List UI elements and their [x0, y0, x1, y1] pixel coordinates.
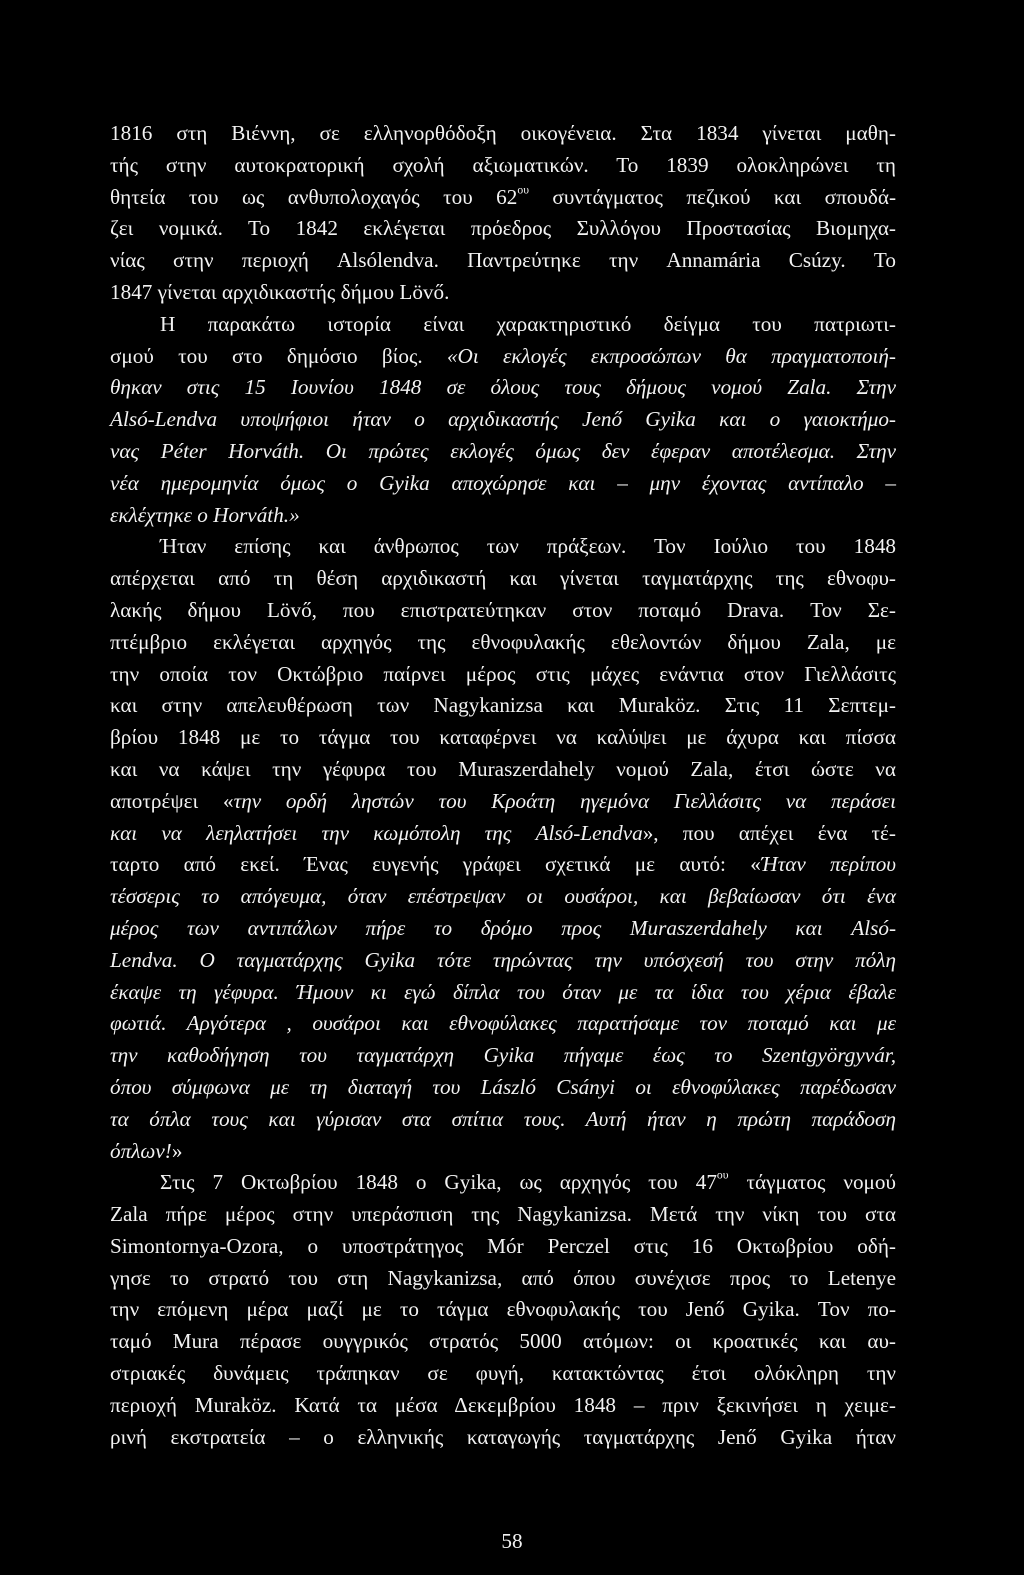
text-line: Η παρακάτω ιστορία είναι χαρακτηριστικό δείγμα του πατριωτι- — [160, 311, 896, 336]
text-line: και να κάψει την γέφυρα του Muraszerdahely νομού Zala, έτσι ώστε να — [110, 756, 896, 781]
text-line: βρίου 1848 με το τάγμα του καταφέρνει να καλύψει με άχυρα και πίσσα — [110, 725, 896, 750]
text-line: φωτιά. Αργότερα , ουσάροι και εθνοφύλακες παρατήσαμε τον ποταμό και με — [110, 1011, 896, 1036]
paragraph — [110, 1167, 896, 1453]
text-line: θηκαν στις 15 Ιουνίου 1848 σε όλους τους δήμους νομού Zala. Στην — [110, 375, 896, 400]
ordinal-superscript: ου — [716, 1168, 729, 1182]
paragraph — [110, 531, 896, 1167]
text-line: ρινή εκστρατεία – ο ελληνικής καταγωγής ταγματάρχης Jenő Gyika ήταν — [110, 1424, 896, 1449]
text-line: έκαψε τη γέφυρα. Ήμουν κι εγώ δίπλα του όταν με τα ίδια του χέρια έβαλε — [110, 979, 896, 1004]
text-line: νίας στην περιοχή Alsólendva. Παντρεύτηκε την Annamária Csúzy. Το — [110, 248, 896, 273]
text-line: απέρχεται από τη θέση αρχιδικαστή και γίνεται ταγματάρχης της εθνοφυ- — [110, 566, 896, 591]
text-line: αποτρέψει «την ορδή ληστών του Κροάτη ηγεμόνα Γιελλάσιτς να περάσει — [110, 788, 896, 813]
text-line: Zala πήρε μέρος στην υπεράσπιση της Nagykanizsa. Μετά την νίκη του στα — [110, 1202, 896, 1227]
text-line: όπλων!» — [110, 1138, 183, 1163]
text-line: σμού του στο δημόσιο βίος. «Οι εκλογές εκπροσώπων θα πραγματοποιή- — [110, 343, 896, 368]
page-body — [110, 118, 896, 1453]
text-line: ταρτο από εκεί. Ένας ευγενής γράφει σχετικά με αυτό: «Ήταν περίπου — [110, 852, 897, 877]
text-line: Lendva. Ο ταγματάρχης Gyika τότε τηρώντας την υπόσχεσή του στην πόλη — [110, 947, 896, 972]
text-line: και στην απελευθέρωση των Nagykanizsa και Muraköz. Στις 11 Σεπτεμ- — [110, 693, 896, 718]
text-line: Στις 7 Οκτωβρίου 1848 ο Gyika, ως αρχηγός του $47^{o\upsilon}$ τάγματος νομού — [160, 1168, 896, 1195]
text-line: λακής δήμου Lövő, που επιστρατεύτηκαν στον ποταμό Drava. Τον Σε- — [110, 597, 896, 622]
text-line: μέρος των αντιπάλων πήρε το δρόμο προς Muraszerdahely και Alsó- — [110, 915, 896, 940]
text-line: και να λεηλατήσει την κωμόπολη της Alsó-Lendva», που απέχει ένα τέ- — [110, 820, 896, 845]
text-line: την οποία τον Οκτώβριο παίρνει μέρος στις μάχες ενάντια στον Γιελλάσιτς — [110, 661, 896, 686]
text-line: ζει νομικά. Το 1842 εκλέγεται πρόεδρος Συλλόγου Προστασίας Βιομηχα- — [110, 216, 896, 241]
text-line: νέα ημερομηνία όμως ο Gyika αποχώρησε και – μην έχοντας αντίπαλο – — [110, 470, 896, 495]
paragraph — [110, 118, 896, 309]
paragraph — [110, 309, 896, 532]
text-line: πτέμβριο εκλέγεται αρχηγός της εθνοφυλακής εθελοντών δήμου Zala, με — [110, 629, 896, 654]
text-line: γησε το στρατό του στη Nagykanizsa, από όπου συνέχισε προς το Letenye — [110, 1265, 896, 1290]
text-line: όπου σύμφωνα με τη διαταγή του László Csányi οι εθνοφύλακες παρέδωσαν — [110, 1074, 896, 1099]
page-number: 58 — [501, 1529, 523, 1553]
text-line: Simontornya-Ozora, ο υποστράτηγος Mór Perczel στις 16 Οκτωβρίου οδή- — [110, 1233, 896, 1258]
text-line: την επόμενη μέρα μαζί με το τάγμα εθνοφυλακής του Jenő Gyika. Τον πο- — [110, 1297, 896, 1322]
text-line: στριακές δυνάμεις τράπηκαν σε φυγή, κατακτώντας έτσι ολόκληρη την — [110, 1361, 896, 1386]
text-line: νας Péter Horváth. Οι πρώτες εκλογές όμως δεν έφεραν αποτέλεσμα. Στην — [110, 438, 896, 463]
text-line: τέσσερις το απόγευμα, όταν επέστρεψαν οι ουσάροι, και βεβαίωσαν ότι ένα — [110, 884, 896, 909]
text-line: θητεία του ως ανθυπολοχαγός του $62^{o\upsilon}$ συντάγματος πεζικού και σπουδά- — [110, 183, 897, 209]
text-line: εκλέχτηκε ο Horváth.» — [110, 502, 300, 527]
text-line: Ήταν επίσης και άνθρωπος των πράξεων. Τον Ιούλιο του 1848 — [160, 534, 896, 559]
ordinal-superscript: ου — [517, 183, 529, 197]
text-line: 1847 γίνεται αρχιδικαστής δήμου Lövő. — [110, 279, 450, 304]
text-line: 1816 στη Βιέννη, σε ελληνορθόδοξη οικογένεια. Στα 1834 γίνεται μαθη- — [110, 121, 896, 145]
text-line: Alsó-Lendva υποψήφιοι ήταν ο αρχιδικαστής Jenő Gyika και ο γαιοκτήμο- — [110, 407, 896, 432]
text-line: περιοχή Muraköz. Κατά τα μέσα Δεκεμβρίου 1848 – πριν ξεκινήσει η χειμε- — [110, 1392, 896, 1417]
text-line: ταμό Mura πέρασε ουγγρικός στρατός 5000 ατόμων: οι κροατικές και αυ- — [110, 1329, 896, 1354]
text-line: τής στην αυτοκρατορική σχολή αξιωματικών. Το 1839 ολοκληρώνει τη — [110, 152, 896, 177]
text-line: την καθοδήγηση του ταγματάρχη Gyika πήγαμε έως το Szentgyörgyvár, — [110, 1043, 896, 1068]
text-line: τα όπλα τους και γύρισαν στα σπίτια τους. Αυτή ήταν η πρώτη παράδοση — [110, 1106, 896, 1131]
